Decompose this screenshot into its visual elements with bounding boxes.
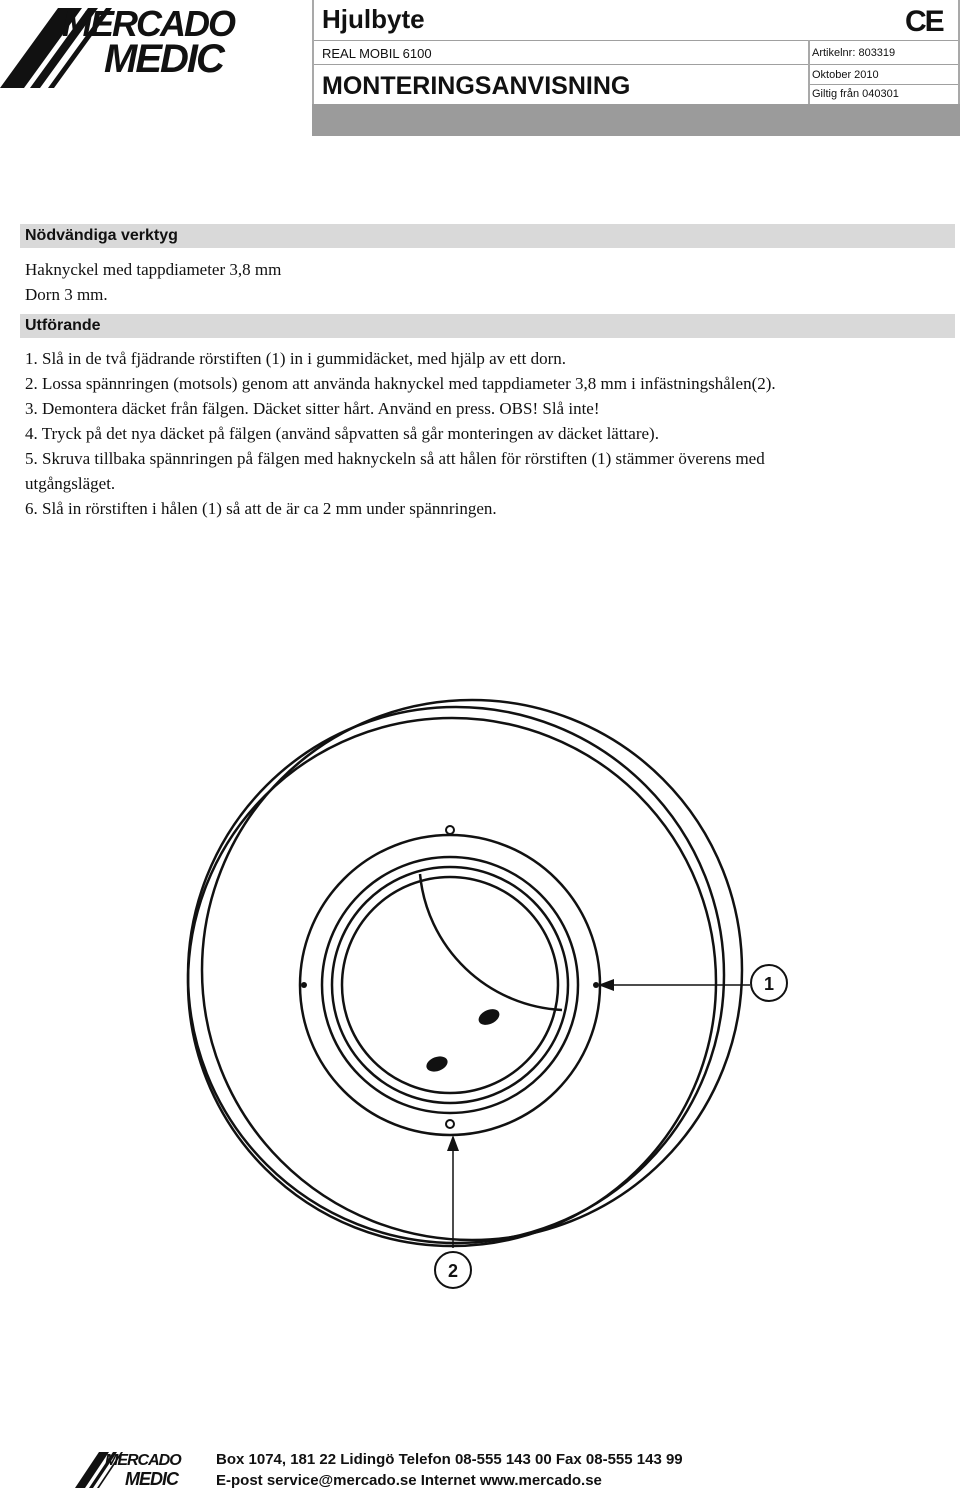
document-date: Oktober 2010 <box>812 69 879 81</box>
pin-hole-left <box>301 982 307 988</box>
procedure-heading-band <box>20 314 955 338</box>
callout-2-label: 2 <box>447 1261 459 1281</box>
mercado-medic-logo <box>0 0 250 92</box>
svg-text:MEDIC: MEDIC <box>125 1469 178 1488</box>
model-name: REAL MOBIL 6100 <box>322 46 432 61</box>
header-grey-strip <box>312 104 960 136</box>
document-type: MONTERINGSANVISNING <box>322 72 631 100</box>
callout-1-label: 1 <box>763 974 775 994</box>
hub-hole <box>476 1006 502 1028</box>
footer-address: Box 1074, 181 22 Lidingö Telefon 08-555 143 00 Fax 08-555 143 99 <box>216 1451 683 1468</box>
svg-text:MERCADO: MERCADO <box>105 1452 181 1469</box>
procedure-heading: Utförande <box>25 317 101 334</box>
procedure-step: 2. Lossa spännringen (motsols) genom att använda haknyckel med tappdiameter 3,8 mm i infästningshålen(2). <box>25 374 776 393</box>
mounting-hole-bottom <box>446 1120 454 1128</box>
tools-item: Dorn 3 mm. <box>25 285 108 304</box>
clamp-ring-middle <box>322 857 578 1113</box>
clamp-ring-inner <box>332 867 568 1103</box>
procedure-step: 4. Tryck på det nya däcket på fälgen (använd såpvatten så går monteringen av däcket lättare). <box>25 424 659 443</box>
tools-heading: Nödvändiga verktyg <box>25 227 178 244</box>
wheel-diagram <box>0 680 960 1300</box>
footer-logo <box>75 1448 195 1488</box>
article-number: Artikelnr: 803319 <box>812 47 896 59</box>
hub-hole <box>424 1054 449 1075</box>
header-divider <box>314 64 808 65</box>
tools-list <box>25 257 281 307</box>
svg-text:MERCADO: MERCADO <box>62 3 234 44</box>
footer-contact: E-post service@mercado.se Internet www.mercado.se <box>216 1472 602 1489</box>
hub-inner-edge <box>342 877 558 1093</box>
tools-item: Haknyckel med tappdiameter 3,8 mm <box>25 260 282 279</box>
mounting-hole-top <box>446 826 454 834</box>
procedure-list <box>25 346 950 521</box>
valid-from: Giltig från 040301 <box>812 88 899 100</box>
procedure-step: utgångsläget. <box>25 474 116 493</box>
procedure-step: 1. Slå in de två fjädrande rörstiften (1) in i gummidäcket, med hjälp av ett dorn. <box>25 349 567 368</box>
procedure-step: 6. Slå in rörstiften i hålen (1) så att de är ca 2 mm under spännringen. <box>25 499 497 518</box>
clamp-ring-outer <box>300 835 600 1135</box>
header-divider <box>314 40 958 41</box>
page-title: Hjulbyte <box>322 4 425 34</box>
procedure-step: 5. Skruva tillbaka spännringen på fälgen med haknyckeln så att hålen för rörstiften (1) stämmer överens med <box>25 449 765 468</box>
header-divider <box>810 84 958 85</box>
tire-outer-ring <box>202 700 742 1240</box>
arrow-head-icon <box>447 1135 459 1151</box>
tools-heading-band <box>20 224 955 248</box>
header-divider <box>810 64 958 65</box>
svg-text:MEDIC: MEDIC <box>104 37 223 81</box>
ce-mark-icon: CE <box>905 5 943 38</box>
header-vertical-divider <box>808 40 810 104</box>
procedure-step: 3. Demontera däcket från fälgen. Däcket sitter hårt. Använd en press. OBS! Slå inte! <box>25 399 600 418</box>
